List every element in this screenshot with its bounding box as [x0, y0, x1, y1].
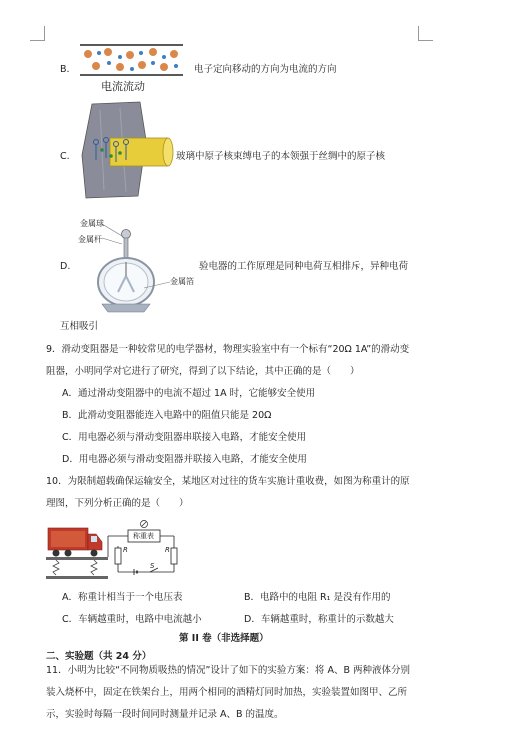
- resistor-label-right: R: [165, 546, 170, 554]
- label-metal-foil: 金属箔: [170, 277, 194, 286]
- current-flow-caption: 电流流动: [101, 80, 145, 93]
- q10-option-b: B．电路中的电阻 R₁ 是没有作用的: [244, 592, 391, 603]
- q9-line1: 9．滑动变阻器是一种较常见的电学器材，物理实验室中有一个标有“20Ω 1A”的滑动变: [46, 344, 410, 355]
- option-d-letter: D.: [60, 261, 71, 272]
- label-metal-ball: 金属球: [80, 219, 104, 228]
- section-2-heading: 第 II 卷（非选择题）: [179, 633, 269, 644]
- option-d-text-line2: 互相吸引: [60, 321, 99, 332]
- option-b-text: 电子定向移动的方向为电流的方向: [194, 64, 337, 75]
- experiment-section-heading: 二、实验题（共 24 分）: [46, 651, 152, 662]
- q9-option-b: B．此滑动变阻器能连入电路中的阻值只能是 20Ω: [62, 410, 272, 421]
- q9-option-a: A．通过滑动变阻器中的电流不超过 1A 时，它能够安全使用: [62, 388, 316, 399]
- q10-line2: 理图，下列分析正确的是（ ）: [46, 498, 189, 509]
- q10-option-c: C．车辆越重时，电路中电流越小: [62, 614, 202, 625]
- switch-label: S: [150, 562, 155, 570]
- option-c-letter: C.: [60, 151, 70, 162]
- crop-mark-left: [30, 26, 45, 41]
- q9-option-d: D．用电器必须与滑动变阻器并联接入电路，才能安全使用: [62, 454, 307, 465]
- option-b-letter: B.: [60, 64, 70, 75]
- resistor-label-left: R: [123, 546, 128, 554]
- q10-option-d: D．车辆越重时，称重计的示数越大: [244, 614, 394, 625]
- q11-line3: 示，实验时每隔一段时间同时测量并记录 A、B 的温度。: [46, 709, 284, 720]
- crop-mark-right: [418, 26, 433, 41]
- q9-line2: 阻器，小明同学对它进行了研究，得到了以下结论，其中正确的是（ ）: [46, 366, 360, 377]
- q10-option-a: A．称重计相当于一个电压表: [62, 592, 183, 603]
- option-c-text: 玻璃中原子核束缚电子的本领强于丝绸中的原子核: [176, 151, 386, 162]
- option-d-text-line1: 验电器的工作原理是同种电荷互相排斥，异种电荷: [199, 261, 409, 272]
- q9-option-c: C．用电器必须与滑动变阻器串联接入电路，才能安全使用: [62, 432, 307, 443]
- q10-line1: 10．为限制超载确保运输安全，某地区对过往的货车实施计重收费，如图为称重计的原: [46, 476, 410, 487]
- glass-silk-figure: [80, 100, 180, 200]
- q11-line2: 装入烧杯中，固定在铁架台上，用两个相同的酒精灯同时加热，实验装置如图甲、乙所: [46, 687, 408, 698]
- weighing-meter-label: 称重表: [133, 532, 154, 540]
- q11-line1: 11．小明为比较“不同物质吸热的情况”设计了如下的实验方案：将 A、B 两种液体分别: [46, 665, 410, 676]
- label-metal-rod: 金属杆: [78, 235, 102, 244]
